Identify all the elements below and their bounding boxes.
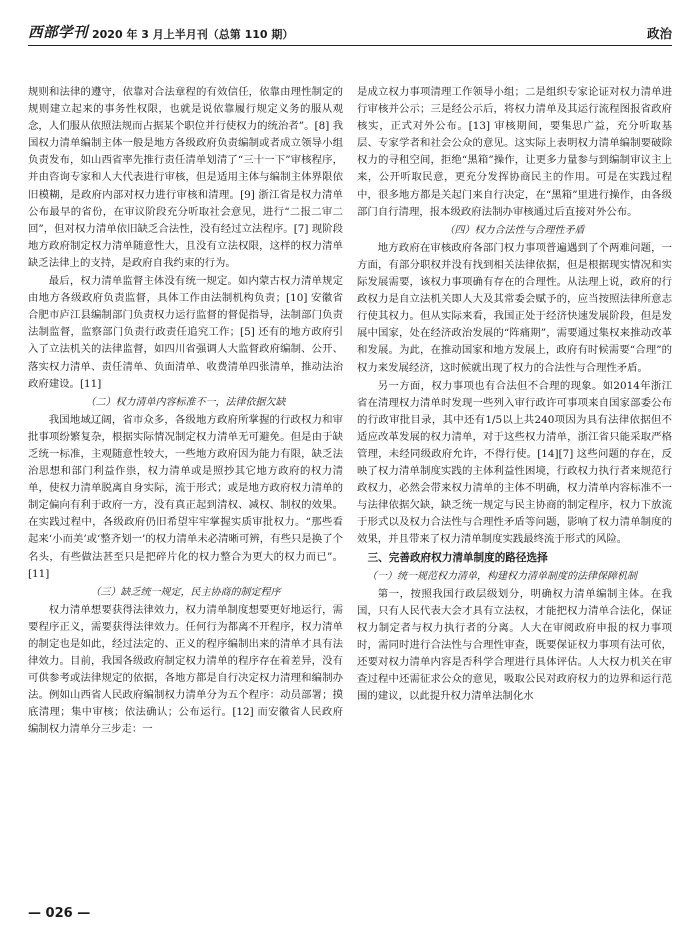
paragraph: 地方政府在审核政府各部门权力事项普遍遇到了个两难问题，一方面，有部分职权并没有找到相关法律依据，但是根据现实情况和实际发展需要，该权力事项确有存在的合理性。从法理上说，政府的行政权力是自立法机关即人大及其常委会赋予的，应当按照法律所意志行使其权力。但从实际来看，我国正处于经济快速发展阶段，但是发展中国家，处在经济政治发展的“阵痛期”，需要通过集权来推动改革和发展。为此，在推动国家和地方发展上，政府有时候需要“合理”的权力来发展经济，这时候就出现了权力的合法性与合理性矛盾。 <box>357 241 672 374</box>
page-header <box>28 22 672 46</box>
paragraph: 规则和法律的遵守，依靠对合法章程的有效信任，依靠由理性制定的规则建立起来的事务性权限，也就是说依靠履行规定义务的服从观念，人们服从依照法规而占据某个职位并行使权力的统治者”。[8] 我国权力清单编制主体一般是地方各级政府负责编制或者成立领导小组负责发布，如山西省率先推行责任清单划清了“三十一下”审核程序，并由咨询专家和人大代表进行审核，但是适用主体与编制主体界限依旧模糊，是政府内部对权力进行审核和清理。[9] 浙江省是权力清单公布最早的省份，在审议阶段充分听取社会意见，进行“二报二审二回”，但对权力清单依旧缺乏合法性，没有经过立法程序。[7] 现阶段地方政府制定权力清单随意性大，且没有立法权限，这样的权力清单缺乏法律上的支持，是政府自我约束的行为。 <box>28 86 343 269</box>
issue-info: 2020 年 3 月上半月刊（总第 110 期） <box>92 28 294 41</box>
right-column <box>357 84 672 890</box>
paragraph: 是成立权力事项清理工作领导小组；二是组织专家论证对权力清单进行审核并公示；三是经公示后，将权力清单及其运行流程图报省政府核实，正式对外公布。[13] 审核期间，要集思广益，充分听取基层、专家学者和社会公众的意见。这实际上表明权力清单编制要破除权力的寻租空间，拒绝“黑箱”操作，让更多力量参与到编制审议主上来，公开听取民意，更充分发挥协商民主的作用。可是在实践过程中，很多地方都是关起门来自行决定，在“黑箱”里进行操作，由各级部门自行清理，报本级政府法制办审核通过后直接对外公布。 <box>357 86 672 218</box>
section-heading: （一）统一规范权力清单，构建权力清单制度的法律保障机制 <box>367 570 637 582</box>
section-heading: （三）缺乏统一规定，民主协商的制定程序 <box>90 586 281 598</box>
journal-logo: 西部学刊 <box>28 24 88 41</box>
section-heading: 三、完善政府权力清单制度的路径选择 <box>367 551 548 564</box>
paragraph: 第一，按照我国行政层级划分，明确权力清单编制主体。在我国，只有人民代表大会才具有立法权，才能把权力清单合法化，保证权力制定者与权力执行者的分离。人大在审阅政府申报的权力事项时，需同时进行合法性与合理性审查，既要保证权力事项有法可依，还要对权力清单内容是否科学合理进行具体评估。人大权力机关在审查过程中还需征求公众的意见，吸取公民对政府权力的边界和运行范围的建议，以此提升权力清单法制化水 <box>357 587 672 703</box>
section-heading: （四）权力合法性与合理性矛盾 <box>444 224 585 236</box>
left-column <box>28 84 343 890</box>
paragraph: 权力清单想要获得法律效力，权力清单制度想要更好地运行，需要程序正义，需要获得法律效力。任何行为都离不开程序，权力清单的制定也是如此，经过法定的、正义的程序编制出来的清单才具有法律效力。目前，我国各级政府制定权力清单的程序存在着差异，没有可供参考或法律规定的依据，各地方都是自行决定权力清理和编制办法。例如山西省人民政府编制权力清单分为五个程序：动员部署；摸底清理；集中审核；依法确认；公布运行。[12] 而安徽省人民政府编制权力清单分三步走：一 <box>28 603 343 736</box>
header-left <box>28 21 293 42</box>
page-number: — 026 — <box>28 906 91 921</box>
section-heading: （二）权力清单内容标准不一，法律依据欠缺 <box>85 396 286 408</box>
paragraph: 最后，权力清单监督主体没有统一规定。如内蒙古权力清单规定由地方各级政府负责监督，具体工作由法制机构负责；[10] 安徽省合肥市庐江县编制部门负责权力运行监督的督促指导，法制部门负责法制监督，监察部门负责行政责任追究工作；[5] 还有的地方政府引入了立法机关的法律监督，如四川省强调人大监督政府编制、公开、落实权力清单、责任清单、负面清单、收费清单四张清单，推动法治政府建设。[11] <box>28 275 343 390</box>
paragraph: 另一方面，权力事项也有合法但不合理的现象。如2014年浙江省在清理权力清单时发现一些列入审行政许可事项来自国家部委公布的行政审批目录，其中还有1/5以上共240项因为具有法律依据但不适应改革发展的权力清单，对于这些权力清单，浙江省只能采取严格管理，未经同级政府允许，不得行使。[14][7] 这些问题的存在，反映了权力清单制度实践的主体利益性困境，行政权力执行者来规范行政权力，必然会带来权力清单的主体不明确，权力清单内容标准不一与法律依据欠缺，缺乏统一规定与民主协商的制定程序，权力下放流于形式以及权力合法性与合理性矛盾等问题，影响了权力清单制度的效果，并且带来了权力清单制度实践最终流于形式的风险。 <box>357 379 672 546</box>
section-tag: 政治 <box>646 26 672 41</box>
paragraph: 我国地域辽阔，省市众多，各级地方政府所掌握的行政权力和审批事项纷繁复杂，根据实际情况制定权力清单无可避免。但是由于缺乏统一标准，主观随意性较大，一些地方政府因为能力有限，缺乏法治思想和部门利益作祟，权力清单或是照抄其它地方政府的权力清单，使权力清单脱离自身实际，流于形式；或是地方政府权力清单的制定偏向有利于政府一方，没有真正起到清权、减权、制权的效果。在实践过程中，各级政府仍旧希望牢牢掌握实质审批权力。“那些看起来‘小而美’或‘整齐划一’的权力清单未必清晰可辨，有些只是换了个名头，有些做法甚至只是把碎片化的权力整合为更大的权力而已”。[11] <box>28 413 343 580</box>
article-body <box>28 84 672 890</box>
